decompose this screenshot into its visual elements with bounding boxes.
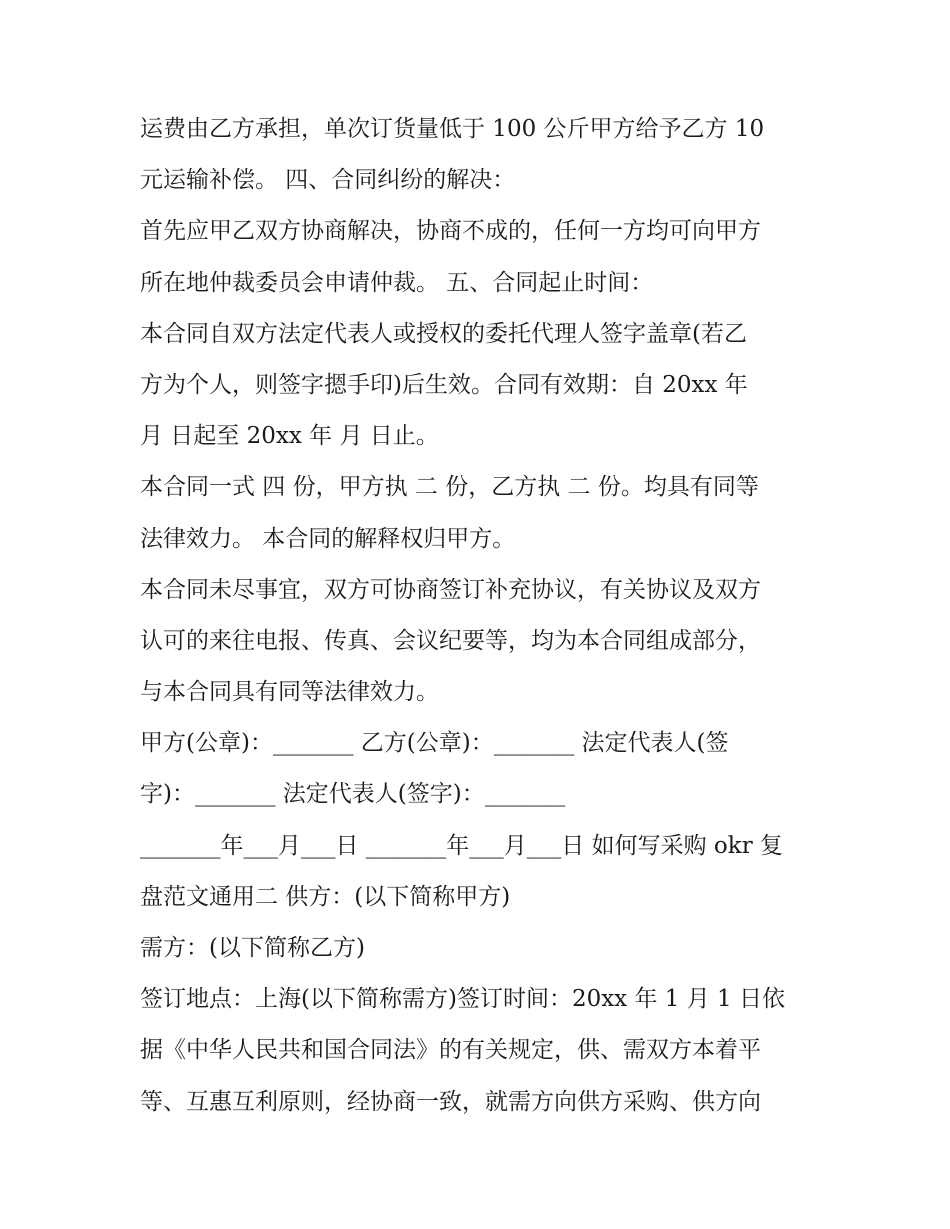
text-line: 与本合同具有同等法律效力。 <box>140 679 439 706</box>
date-line: _______年___月___日 _______年___月___日 如何写采购 okr 复 <box>140 832 784 859</box>
text-line: 签订地点：上海(以下简称需方)签订时间：20xx 年 1 月 1 日依 <box>140 986 785 1013</box>
text-line: 运费由乙方承担，单次订货量低于 100 公斤甲方给予乙方 10 <box>140 116 765 142</box>
text-line: 认可的来往电报、传真、会议纪要等，均为本合同组成部分， <box>140 627 761 654</box>
text-line: 盘范文通用二 供方：(以下简称甲方) <box>140 883 511 910</box>
text-line: 所在地仲裁委员会申请仲裁。 五、合同起止时间： <box>140 269 654 296</box>
text-line: 元运输补偿。 四、合同纠纷的解决： <box>140 167 516 194</box>
text-line: 据《中华人民共和国合同法》的有关规定，供、需双方本着平 <box>140 1037 761 1064</box>
contract-text-body <box>140 104 830 1128</box>
text-line: 本合同未尽事宜，双方可协商签订补充协议，有关协议及双方 <box>140 576 761 603</box>
text-line: 月 日起至 20xx 年 月 日止。 <box>140 423 439 450</box>
text-line: 首先应甲乙双方协商解决，协商不成的，任何一方均可向甲方 <box>140 218 761 245</box>
text-line: 本合同一式 四 份，甲方执 二 份，乙方执 二 份。均具有同等 <box>140 474 759 501</box>
text-line: 法律效力。 本合同的解释权归甲方。 <box>140 525 516 552</box>
signature-line: 字)：_______ 法定代表人(签字)：_______ <box>140 781 566 808</box>
text-line: 需方：(以下简称乙方) <box>140 935 365 961</box>
text-line: 本合同自双方法定代表人或授权的委托代理人签字盖章(若乙 <box>140 320 747 347</box>
signature-line: 甲方(公章)：_______ 乙方(公章)：_______ 法定代表人(签 <box>140 730 729 757</box>
text-line: 等、互惠互利原则，经协商一致，就需方向供方采购、供方向 <box>140 1088 761 1115</box>
text-line: 方为个人，则签字摁手印)后生效。合同有效期：自 20xx 年 <box>140 371 748 398</box>
